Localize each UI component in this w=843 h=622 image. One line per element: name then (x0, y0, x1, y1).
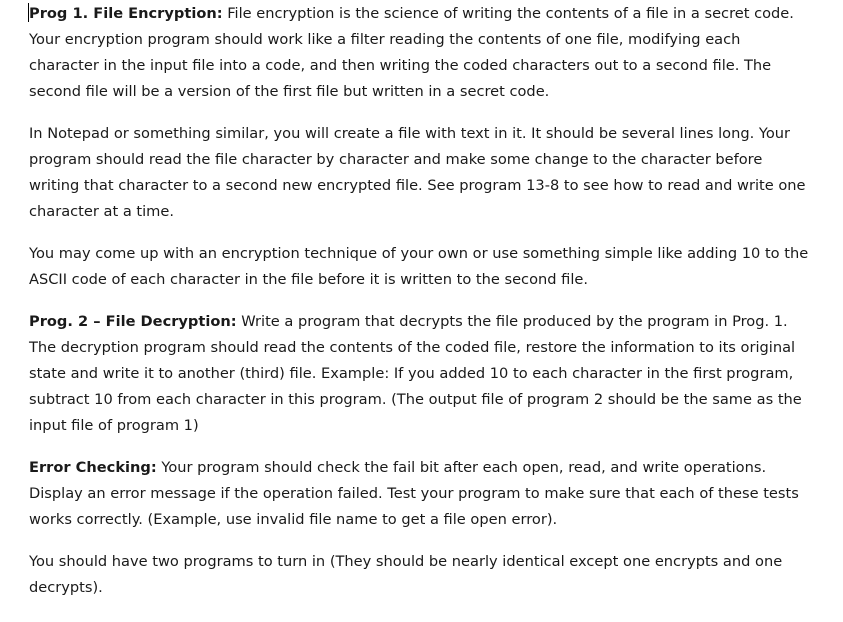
paragraph-error-checking (29, 455, 813, 533)
paragraph-turn-in (29, 549, 813, 601)
paragraph-prog1 (29, 1, 813, 105)
paragraph-prog2 (29, 309, 813, 439)
paragraph-label: Prog 1. File Encryption: (29, 5, 223, 22)
paragraph-text: Your program should check the fail bit after each open, read, and write operations. Display an error message if the operation failed. Test your program to make sure that each of these tests works correctly. (Example, use invalid file name to get a file open error). (29, 459, 799, 528)
paragraph-text: You should have two programs to turn in (They should be nearly identical except one encrypts and one decrypts). (29, 553, 783, 596)
text-cursor (28, 3, 29, 22)
paragraph-notepad (29, 121, 813, 225)
paragraph-text: Write a program that decrypts the file produced by the program in Prog. 1. The decryption program should read the contents of the coded file, restore the information to its original state and write it to another (third) file. Example: If you added 10 to each character in the first program, subtract 10 from each character in this program. (The output file of program 2 should be the same as the input file of program 1) (29, 313, 802, 434)
paragraph-text: In Notepad or something similar, you will create a file with text in it. It should be several lines long. Your program should read the file character by character and make some change to the character before writing that character to a second new encrypted file. See program 13-8 to see how to read and write one character at a time. (29, 125, 806, 220)
paragraph-text: You may come up with an encryption technique of your own or use something simple like adding 10 to the ASCII code of each character in the file before it is written to the second file. (29, 245, 809, 288)
paragraph-text: File encryption is the science of writing the contents of a file in a secret code. Your encryption program should work like a filter reading the contents of one file, modifying each character in the input file into a code, and then writing the coded characters out to a second file. The second file will be a version of the first file but written in a secret code. (29, 5, 794, 100)
paragraph-technique (29, 241, 813, 293)
paragraph-label: Prog. 2 – File Decryption: (29, 313, 237, 330)
paragraph-label: Error Checking: (29, 459, 157, 476)
